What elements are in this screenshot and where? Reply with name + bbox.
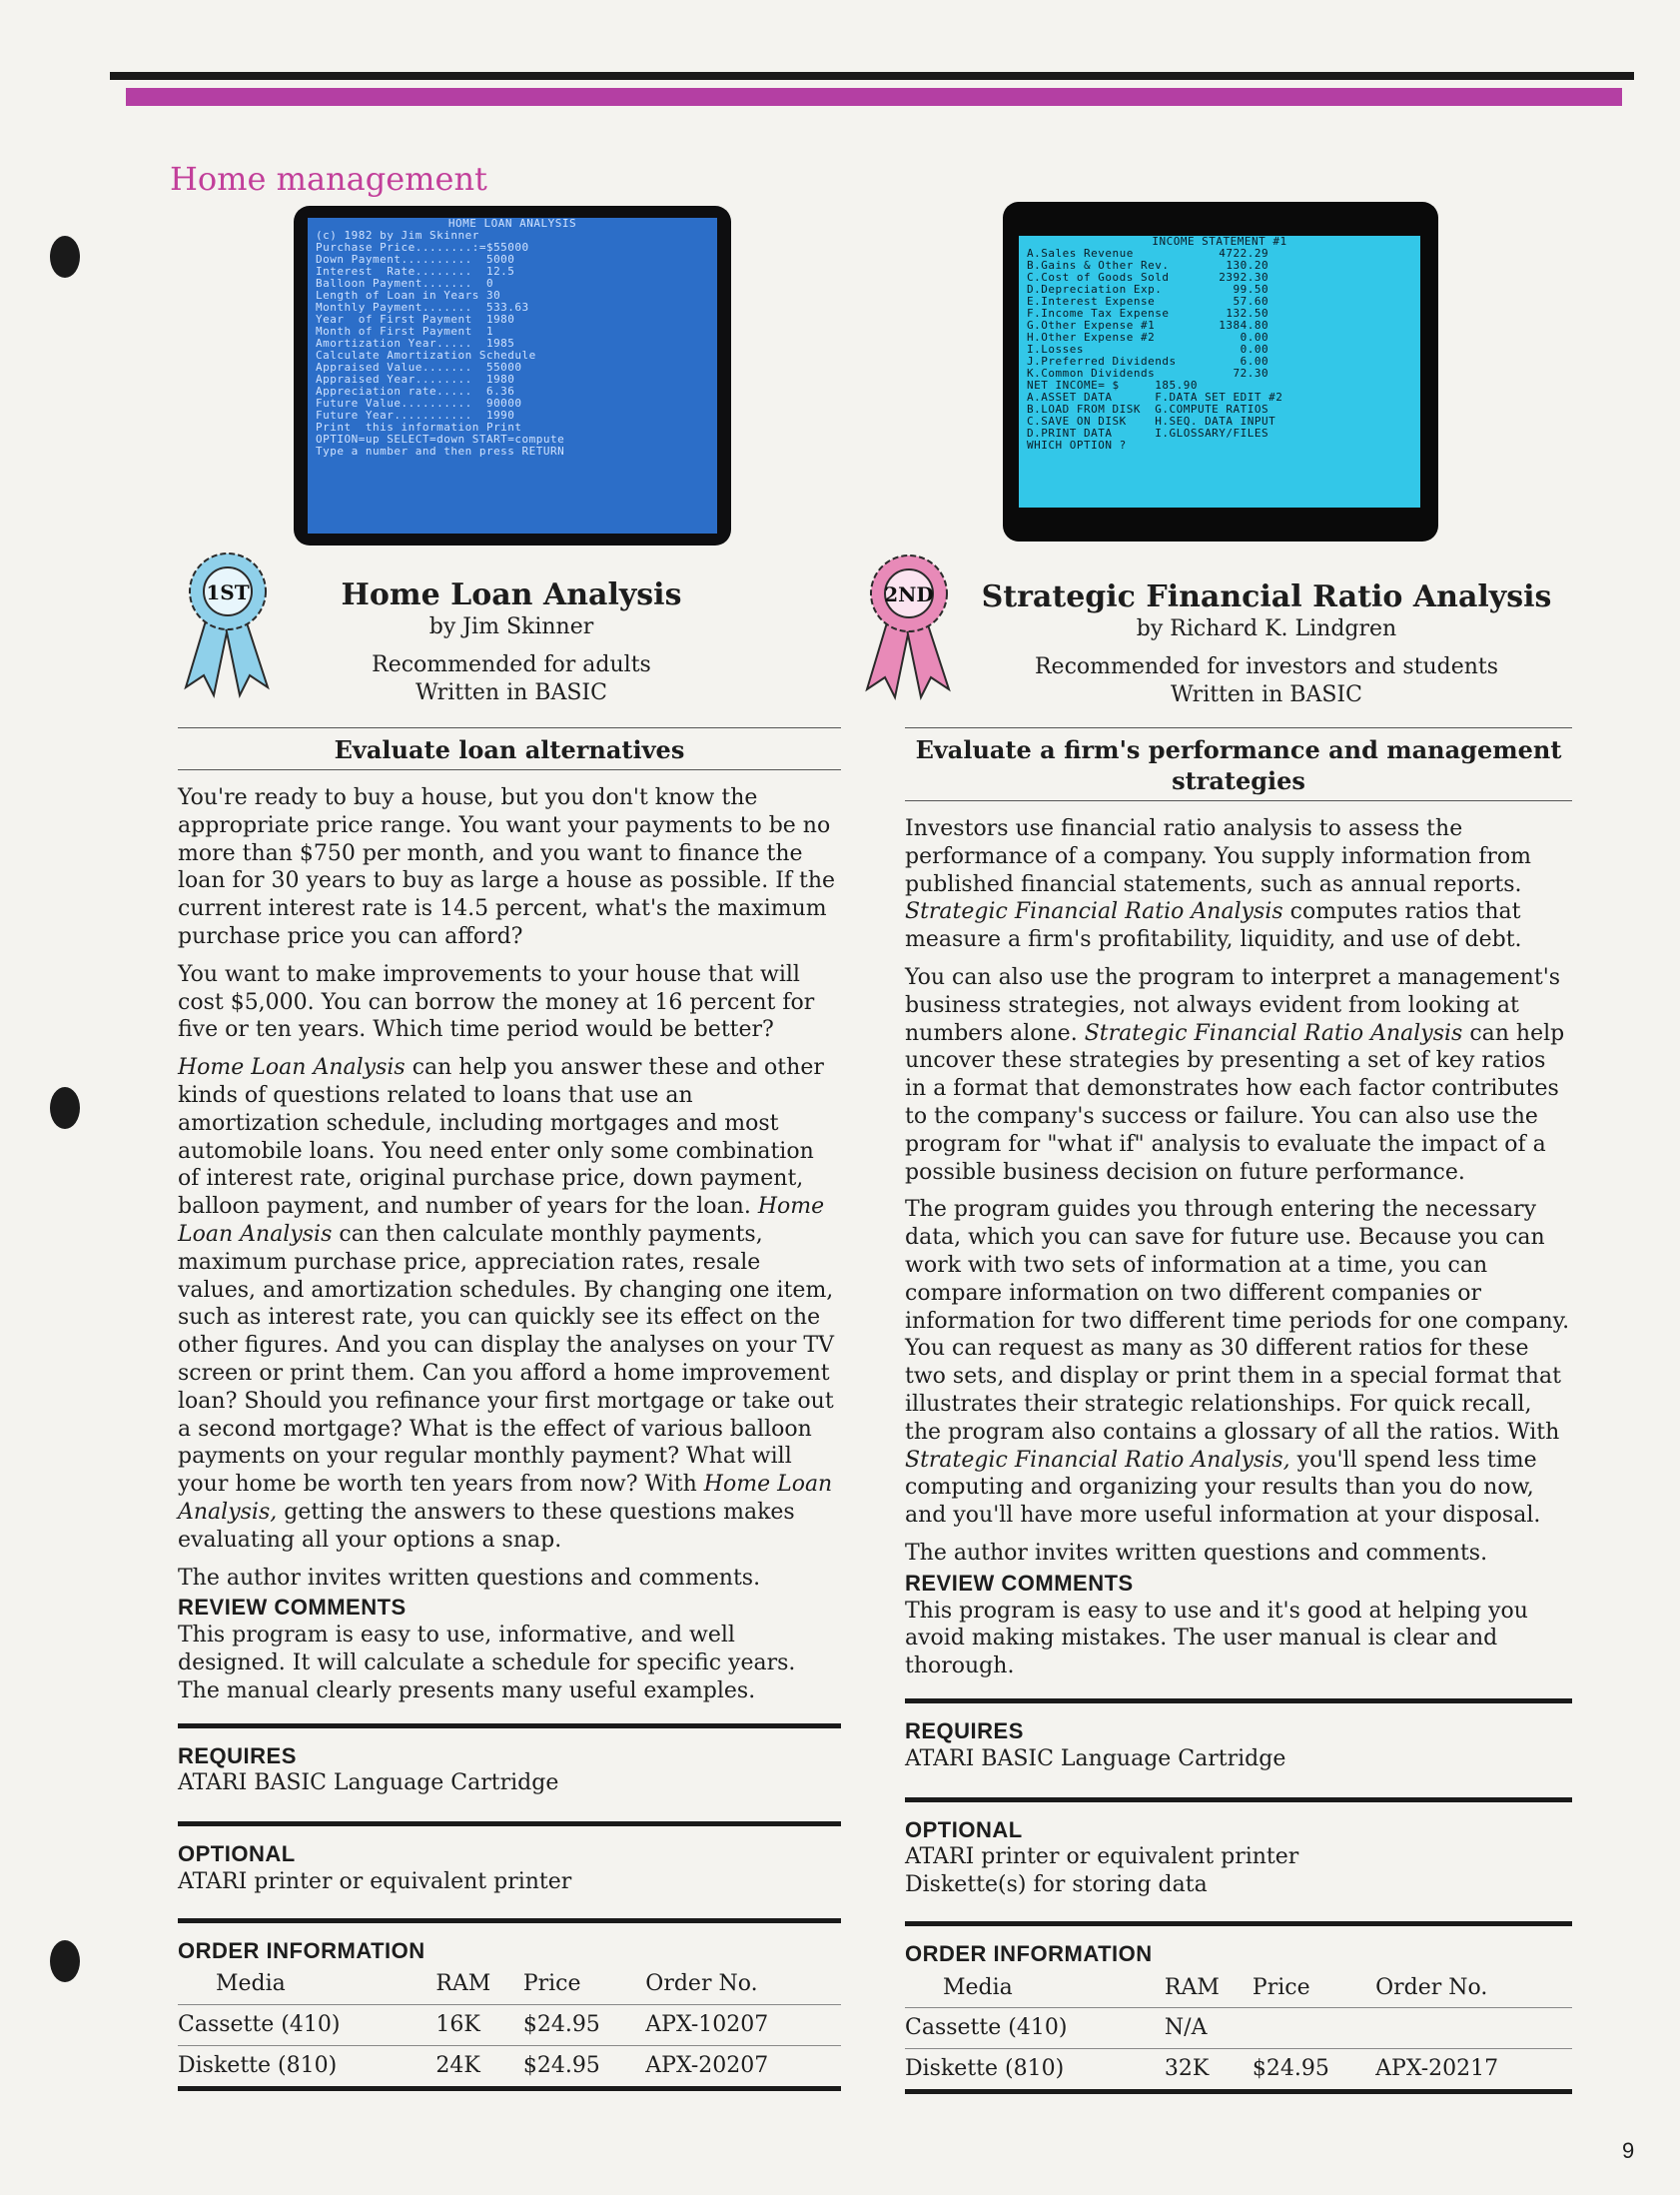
left-column — [178, 727, 841, 2091]
section-heading: Evaluate loan alternatives — [178, 727, 841, 770]
paragraph: You want to make improvements to your house that will cost $5,000. You can borrow the money at 16 percent for five or ten years. Which time period would be better? — [178, 961, 815, 1043]
paragraph: The program guides you through entering the necessary data, which you can save for future use. Because you can work with two sets of information at a time, you can compare information on two different companies or information for two different time periods for one company. You can request as many as 30 different ratios for these two sets, and display or print them in a special format that illustrates their strategic relationships. For quick recall, the program also contains a glossary of all the ratios. With Strategic Financial Ratio Analysis, you'll spend less time computing and organizing your results than you do now, and you'll have more useful information at your disposal. — [905, 1197, 1570, 1529]
binder-hole-bottom — [50, 1940, 80, 1982]
order-heading: ORDER INFORMATION — [178, 1937, 425, 1963]
table-row: Cassette (410) N/A — [905, 2008, 1572, 2049]
screen-line: Length of Loan in Years 30 — [316, 289, 501, 302]
screen-line: B.Gains & Other Rev. 130.20 — [1027, 259, 1269, 272]
paragraph: Investors use financial ratio analysis to assess the performance of a company. You supply information from published financial statements, such as annual reports. Strategic Financial Ratio Analysis computes ratios that measure a firm's profitability, liquidity, and use of debt. — [905, 816, 1532, 953]
column-header: Media — [178, 1964, 435, 2004]
divider — [905, 1921, 1572, 1926]
divider — [905, 1797, 1572, 1802]
review-heading: REVIEW COMMENTS — [905, 1570, 1134, 1596]
divider — [178, 1723, 841, 1728]
binder-hole-top — [50, 236, 80, 278]
column-header: RAM — [1165, 1968, 1253, 2008]
section-heading: Evaluate a firm's performance and management strategies — [905, 727, 1572, 801]
review-heading: REVIEW COMMENTS — [178, 1595, 407, 1621]
recommendation: Recommended for investors and students — [1034, 654, 1499, 679]
screen-line: Future Value.......... 90000 — [316, 397, 522, 410]
author: by Jim Skinner — [428, 614, 594, 639]
column-header: Price — [1253, 1968, 1375, 2008]
screen-line: (c) 1982 by Jim Skinner — [316, 229, 479, 242]
screen-display — [308, 218, 717, 534]
screen-line: WHICH OPTION ? — [1027, 439, 1127, 452]
screen-line: Interest Rate........ 12.5 — [316, 265, 515, 278]
screen-line: HOME LOAN ANALYSIS — [447, 218, 577, 230]
screen-line: Calculate Amortization Schedule — [316, 349, 536, 362]
column-header: Media — [905, 1968, 1165, 2008]
screen-line: Appreciation rate..... 6.36 — [316, 385, 515, 398]
screen-line: Print this information Print — [316, 421, 522, 434]
paragraph: Home Loan Analysis can help you answer these and other kinds of questions related to loans that use an amortization schedule, including mortgages and most automobile loans. You need enter only some combination of interest rate, original purchase price, down payment, balloon payment, and number of years for the loan. Home Loan Analysis can then calculate monthly payments, maximum purchase price, appreciation rates, resale values, and amortization schedules. By changing one item, such as interest rate, you can quickly see its effect on the other figures. And you can display the analyses on your TV screen or print them. Can you afford a home improvement loan? Should you refinance your first mortgage or take out a second mortgage? What is the effect of various balloon payments on your regular monthly payment? What will your home be worth ten years from now? With Home Loan Analysis, getting the answers to these questions makes evaluating all your options a snap. — [178, 1055, 834, 1553]
screen-line: Amortization Year..... 1985 — [316, 337, 515, 350]
first-place-ribbon-icon — [180, 548, 276, 699]
divider — [178, 1821, 841, 1826]
screen-line: D.PRINT DATA I.GLOSSARY/FILES — [1027, 427, 1269, 440]
paragraph: You're ready to buy a house, but you don't know the appropriate price range. You want your payments to be no more than $750 per month, and you want to finance the loan for 30 years to buy as large a house as possible. If the current interest rate is 14.5 percent, what's the maximum purchase price you can afford? — [178, 785, 836, 949]
screen-line: Monthly Payment....... 533.63 — [316, 301, 529, 314]
svg-text:1ST: 1ST — [206, 580, 250, 604]
order-table — [905, 1968, 1572, 2094]
paragraph: You can also use the program to interpret a management's business strategies, not always evident from looking at numbers alone. Strategic Financial Ratio Analysis can help uncover these strategies by presenting a set of key ratios in a format that demonstrates how each factor contributes to the company's success or failure. You can also use the program for "what if" analysis to evaluate the impact of a possible business decision on future performance. — [905, 964, 1565, 1185]
paragraph: The author invites written questions and comments. — [905, 1540, 1488, 1566]
author: by Richard K. Lindgren — [1136, 616, 1397, 641]
requires-text: ATARI BASIC Language Cartridge — [178, 1770, 559, 1796]
requires-heading: REQUIRES — [905, 1717, 1024, 1743]
screen-line: D.Depreciation Exp. 99.50 — [1027, 283, 1269, 296]
top-rule — [110, 72, 1634, 80]
requires-heading: REQUIRES — [178, 1742, 297, 1768]
screen-line: I.Losses 0.00 — [1027, 343, 1269, 356]
screen-line: A.ASSET DATA F.DATA SET EDIT #2 — [1027, 391, 1283, 404]
screen-line: Appraised Year........ 1980 — [316, 373, 515, 386]
screen-display — [1019, 236, 1420, 508]
recommendation: Recommended for adults — [372, 652, 651, 677]
screen-line: Down Payment.......... 5000 — [316, 253, 515, 266]
screen-line: F.Income Tax Expense 132.50 — [1027, 307, 1269, 320]
divider — [178, 1918, 841, 1923]
screen-line: B.LOAD FROM DISK G.COMPUTE RATIOS — [1027, 403, 1269, 416]
review-text: This program is easy to use and it's good at helping you avoid making mistakes. The user manual is clear and thorough. — [905, 1598, 1528, 1679]
svg-text:2ND: 2ND — [884, 582, 934, 606]
column-header: RAM — [435, 1964, 522, 2004]
language: Written in BASIC — [1171, 682, 1362, 707]
order-table — [178, 1964, 841, 2090]
table-row: Cassette (410) 16K $24.95 APX-10207 — [178, 2005, 841, 2046]
table-row: Diskette (810) 24K $24.95 APX-20207 — [178, 2046, 841, 2089]
optional-text: Diskette(s) for storing data — [905, 1872, 1208, 1898]
screen-line: E.Interest Expense 57.60 — [1027, 295, 1269, 308]
binder-hole-middle — [50, 1087, 80, 1129]
screenshot-home-loan — [294, 206, 731, 546]
screen-line: INCOME STATEMENT #1 — [1152, 236, 1287, 248]
accent-bar — [126, 88, 1622, 106]
language: Written in BASIC — [416, 680, 607, 705]
column-header: Order No. — [1375, 1968, 1572, 2008]
screen-line: Future Year........... 1990 — [316, 409, 515, 422]
optional-text: ATARI printer or equivalent printer — [178, 1868, 572, 1894]
screen-line: Type a number and then press RETURN — [316, 445, 565, 458]
program-title: Strategic Financial Ratio Analysis — [981, 579, 1552, 614]
screen-line: H.Other Expense #2 0.00 — [1027, 331, 1269, 344]
program-title: Home Loan Analysis — [341, 577, 682, 612]
optional-heading: OPTIONAL — [178, 1841, 296, 1867]
review-text: This program is easy to use, informative, and well designed. It will calculate a schedule for specific years. The manual clearly presents many useful examples. — [178, 1623, 796, 1703]
screen-line: K.Common Dividends 72.30 — [1027, 367, 1269, 380]
screen-line: C.Cost of Goods Sold 2392.30 — [1027, 271, 1269, 284]
page-number: 9 — [1622, 2138, 1635, 2163]
requires-text: ATARI BASIC Language Cartridge — [905, 1745, 1286, 1771]
screen-line: OPTION=up SELECT=down START=compute — [316, 433, 565, 446]
optional-heading: OPTIONAL — [905, 1816, 1023, 1842]
column-header: Price — [523, 1964, 645, 2004]
screen-line: Year of First Payment 1980 — [316, 313, 515, 326]
screen-line: Appraised Value....... 55000 — [316, 361, 522, 374]
screen-line: J.Preferred Dividends 6.00 — [1027, 355, 1269, 368]
order-heading: ORDER INFORMATION — [905, 1940, 1153, 1966]
screen-line: Balloon Payment....... 0 — [316, 277, 494, 290]
right-column — [905, 727, 1572, 2094]
table-row: Diskette (810) 32K $24.95 APX-20217 — [905, 2049, 1572, 2092]
column-header: Order No. — [645, 1964, 841, 2004]
screen-line: C.SAVE ON DISK H.SEQ. DATA INPUT — [1027, 415, 1276, 428]
section-title: Home management — [170, 160, 487, 198]
screen-line: Month of First Payment 1 — [316, 325, 494, 338]
optional-text: ATARI printer or equivalent printer — [905, 1844, 1299, 1870]
screenshot-ratio-analysis — [1003, 202, 1438, 542]
screen-line: G.Other Expense #1 1384.80 — [1027, 319, 1269, 332]
screen-line: NET INCOME= $ 185.90 — [1027, 379, 1198, 392]
screen-line: A.Sales Revenue 4722.29 — [1027, 247, 1269, 260]
paragraph: The author invites written questions and comments. — [178, 1565, 761, 1591]
screen-line: Purchase Price........:=$55000 — [316, 241, 529, 254]
divider — [905, 1698, 1572, 1703]
